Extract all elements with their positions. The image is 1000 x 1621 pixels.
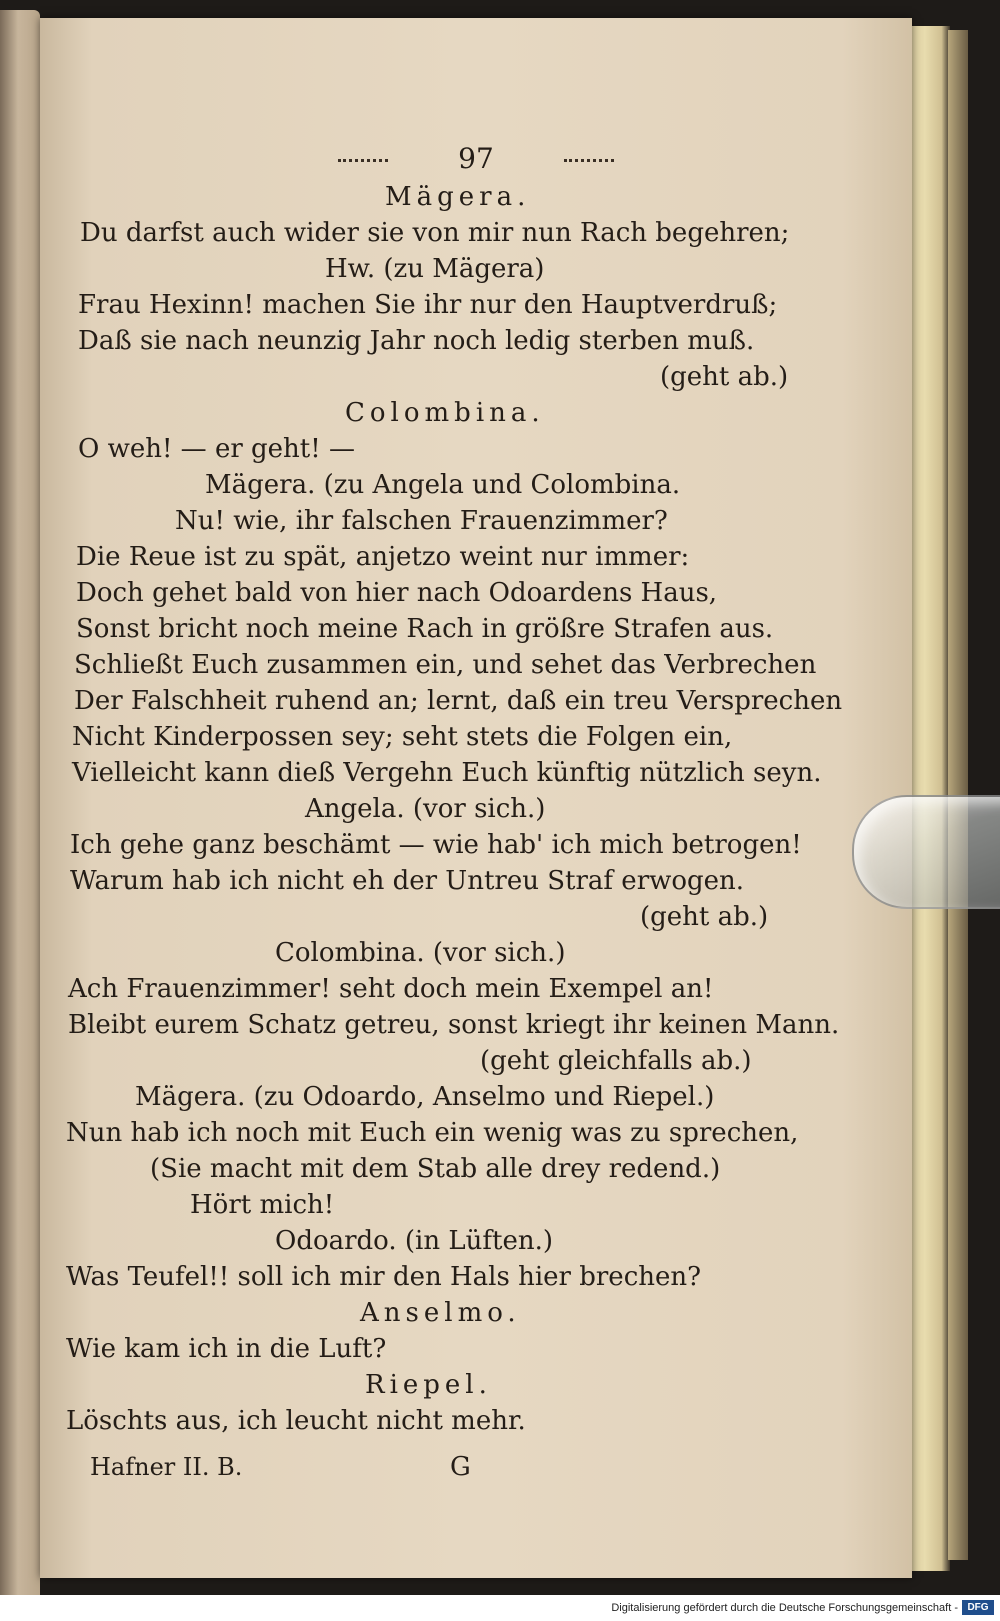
signature-mark: G — [450, 1452, 471, 1482]
stage-direction: (Sie macht mit dem Stab alle drey redend.) — [150, 1154, 721, 1184]
verse-line: Nun hab ich noch mit Euch ein wenig was zu sprechen, — [66, 1118, 799, 1148]
speaker-line: Colombina. (vor sich.) — [275, 938, 566, 968]
verse-line: Die Reue ist zu spät, anjetzo weint nur immer: — [76, 542, 690, 572]
stage-direction: (geht gleichfalls ab.) — [480, 1046, 752, 1076]
verse-line: Hört mich! — [190, 1190, 335, 1220]
verse-line: Ach Frauenzimmer! seht doch mein Exempel an! — [68, 974, 714, 1004]
verse-line: Bleibt eurem Schatz getreu, sonst kriegt ihr keinen Mann. — [68, 1010, 840, 1040]
speaker-line: Angela. (vor sich.) — [305, 794, 546, 824]
verse-line: Nu! wie, ihr falschen Frauenzimmer? — [175, 506, 668, 536]
glass-clip — [852, 795, 1000, 909]
verse-line: Löschts aus, ich leucht nicht mehr. — [66, 1406, 526, 1436]
verse-line: Vielleicht kann dieß Vergehn Euch künftig nützlich seyn. — [72, 758, 822, 788]
speaker-line: Odoardo. (in Lüften.) — [275, 1226, 554, 1256]
speaker-line: Mägera. (zu Angela und Colombina. — [205, 470, 681, 500]
verse-line: Sonst bricht noch meine Rach in größre Strafen aus. — [76, 614, 774, 644]
banner-text: Digitalisierung gefördert durch die Deutsche Forschungsgemeinschaft - — [611, 1602, 958, 1614]
page-header — [40, 142, 912, 175]
ornament-right — [564, 159, 614, 162]
verse-line: O weh! — er geht! — — [78, 434, 355, 464]
adjacent-page-edge — [0, 10, 40, 1610]
verse-line: Wie kam ich in die Luft? — [66, 1334, 387, 1364]
speaker-line: Anselmo. — [360, 1298, 521, 1328]
speaker-line: Mägera. (zu Odoardo, Anselmo und Riepel.) — [135, 1082, 715, 1112]
speaker-line: Colombina. — [345, 398, 545, 428]
verse-line: Frau Hexinn! machen Sie ihr nur den Hauptverdruß; — [78, 290, 778, 320]
verse-line: Was Teufel!! soll ich mir den Hals hier brechen? — [66, 1262, 702, 1292]
verse-line: Daß sie nach neunzig Jahr noch ledig sterben muß. — [78, 326, 755, 356]
digitization-banner — [0, 1595, 1000, 1621]
speaker-line: Hw. (zu Mägera) — [325, 254, 545, 284]
ornament-left — [338, 159, 388, 162]
dfg-logo: DFG — [962, 1600, 994, 1615]
speaker-line: Mägera. — [385, 182, 531, 212]
stage-direction: (geht ab.) — [660, 362, 789, 392]
verse-line: Du darfst auch wider sie von mir nun Rach begehren; — [80, 218, 790, 248]
page-text — [40, 0, 912, 1560]
verse-line: Warum hab ich nicht eh der Untreu Straf erwogen. — [70, 866, 745, 896]
page-number: 97 — [458, 142, 494, 175]
verse-line: Doch gehet bald von hier nach Odoardens Haus, — [76, 578, 718, 608]
stage-direction: (geht ab.) — [640, 902, 769, 932]
footer-signature-left: Hafner II. B. — [90, 1453, 243, 1481]
verse-line: Der Falschheit ruhend an; lernt, daß ein treu Versprechen — [74, 686, 843, 716]
verse-line: Schließt Euch zusammen ein, und sehet das Verbrechen — [74, 650, 817, 680]
verse-line: Ich gehe ganz beschämt — wie hab' ich mich betrogen! — [70, 830, 802, 860]
speaker-line: Riepel. — [365, 1370, 492, 1400]
verse-line: Nicht Kinderpossen sey; seht stets die Folgen ein, — [72, 722, 733, 752]
